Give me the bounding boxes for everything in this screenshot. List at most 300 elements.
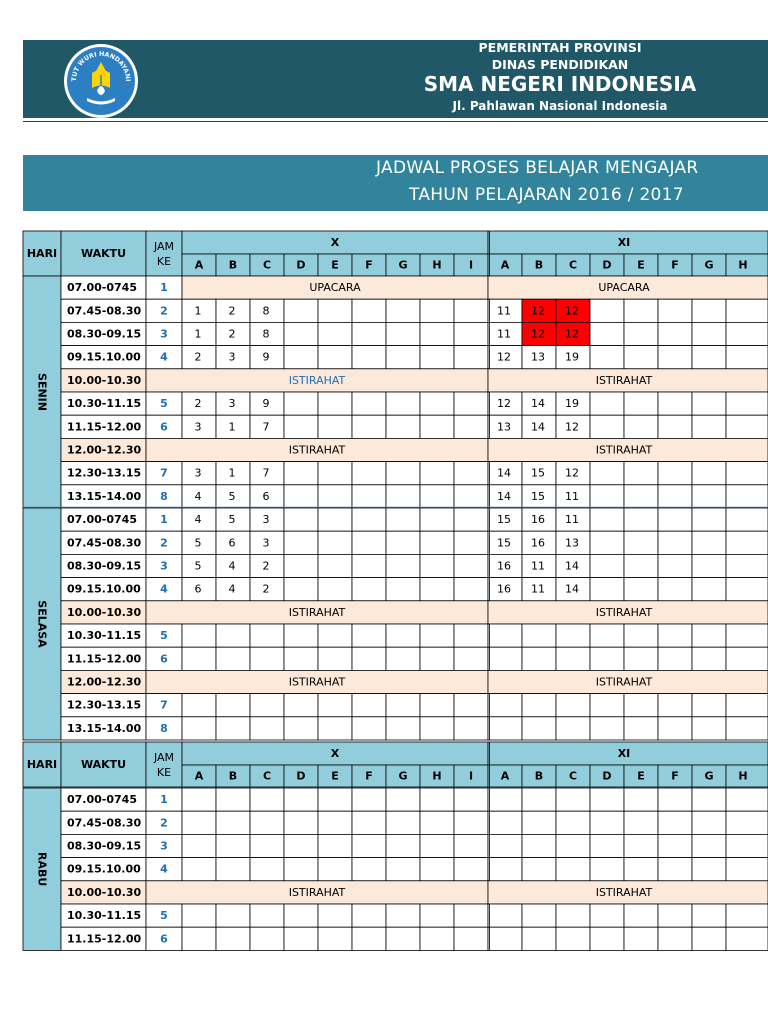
grade-xi-value: 12	[531, 327, 545, 341]
class-xi-label: F	[671, 258, 679, 272]
grade-xi-cell	[522, 811, 556, 834]
grade-x-cell	[420, 485, 454, 508]
grade-x-cell	[420, 531, 454, 554]
grade-x-cell	[386, 462, 420, 485]
grade-x-value: 4	[228, 582, 236, 596]
grade-x-cell	[420, 624, 454, 647]
grade-xi-cell	[590, 462, 624, 485]
grade-x-value: 1	[194, 304, 202, 318]
grade-x-cell	[284, 322, 318, 345]
grade-x-cell	[318, 299, 352, 322]
break-label-xi: ISTIRAHAT	[595, 885, 653, 899]
grade-xi-cell	[590, 834, 624, 857]
time-label: 08.30-09.15	[67, 327, 142, 341]
grade-x-cell	[386, 717, 420, 740]
grade-xi-cell	[488, 624, 522, 647]
grade-xi-cell	[658, 299, 692, 322]
grade-xi-cell	[488, 647, 522, 670]
grade-x-cell	[420, 346, 454, 369]
grade-xi-cell	[658, 927, 692, 950]
grade-xi-cell	[692, 858, 726, 881]
grade-xi-cell	[624, 299, 658, 322]
grade-xi-value: 15	[497, 536, 511, 550]
break-label-x: ISTIRAHAT	[288, 373, 346, 387]
grade-x-value: 3	[194, 466, 202, 480]
grade-x-value: 6	[228, 536, 236, 550]
grade-xi-value: 12	[565, 466, 579, 480]
grade-x-cell	[420, 647, 454, 670]
class-x-label: D	[296, 769, 306, 783]
grade-xi-cell	[692, 392, 726, 415]
grade-x-value: 1	[228, 466, 236, 480]
jam-label: 3	[160, 839, 168, 853]
grade-xi-cell	[624, 788, 658, 811]
time-label: 09.15.10.00	[67, 582, 141, 596]
grade-xi-cell	[556, 717, 590, 740]
grade-x-value: 3	[262, 536, 270, 550]
grade-x-cell	[454, 647, 488, 670]
grade-x-cell	[318, 834, 352, 857]
grade-x-cell	[352, 346, 386, 369]
grade-xi-cell	[624, 485, 658, 508]
grade-xi-value: 13	[531, 350, 545, 364]
grade-x-cell	[216, 834, 250, 857]
grade-xi-cell	[692, 485, 726, 508]
class-x-label: E	[331, 258, 339, 272]
grade-xi-cell	[658, 392, 692, 415]
grade-xi-cell	[522, 927, 556, 950]
jam-label: 4	[160, 350, 168, 364]
jam-label: 6	[160, 652, 168, 666]
grade-x-cell	[284, 904, 318, 927]
grade-x-cell	[454, 531, 488, 554]
grade-x-cell	[352, 299, 386, 322]
grade-x-cell	[250, 624, 284, 647]
grade-xi-value: 16	[497, 559, 511, 573]
grade-x-value: 3	[228, 397, 236, 411]
grade-xi-value: 12	[565, 327, 579, 341]
grade-xi-cell	[556, 904, 590, 927]
grade-xi-cell	[624, 346, 658, 369]
grade-x-cell	[284, 694, 318, 717]
grade-xi-value: 11	[531, 582, 545, 596]
grade-xi-cell	[590, 647, 624, 670]
time-label: 11.15-12.00	[67, 932, 142, 946]
grade-x-cell	[352, 508, 386, 531]
grade-x-cell	[182, 788, 216, 811]
class-x-label: F	[365, 769, 373, 783]
time-label: 08.30-09.15	[67, 559, 142, 573]
grade-x-cell	[454, 508, 488, 531]
grade-xi-cell	[624, 462, 658, 485]
grade-xi-cell	[726, 462, 768, 485]
grade-x-cell	[386, 578, 420, 601]
grade-xi-cell	[726, 904, 768, 927]
grade-x-cell	[250, 694, 284, 717]
ceremony-label-xi: UPACARA	[598, 281, 650, 295]
grade-x-cell	[386, 392, 420, 415]
grade-x-value: 3	[262, 513, 270, 527]
time-label: 07.45-08.30	[67, 536, 142, 550]
grade-xi-cell	[590, 346, 624, 369]
grade-x-cell	[284, 554, 318, 577]
grade-x-cell	[318, 788, 352, 811]
grade-xi-cell	[726, 647, 768, 670]
grade-x-value: 9	[262, 397, 270, 411]
grade-x-cell	[420, 462, 454, 485]
grade-x-cell	[420, 858, 454, 881]
grade-x-cell	[250, 788, 284, 811]
grade-xi-value: 15	[497, 513, 511, 527]
day-label: SELASA	[35, 600, 49, 648]
grade-xi-value: 11	[565, 513, 579, 527]
jam-label: 3	[160, 559, 168, 573]
grade-x-cell	[318, 531, 352, 554]
day-label: RABU	[35, 852, 49, 887]
grade-x-cell	[318, 624, 352, 647]
grade-xi-value: 16	[497, 582, 511, 596]
grade-x-cell	[250, 904, 284, 927]
grade-x-cell	[386, 811, 420, 834]
grade-xi-cell	[692, 834, 726, 857]
grade-x-cell	[318, 811, 352, 834]
grade-x-cell	[352, 531, 386, 554]
grade-xi-cell	[522, 834, 556, 857]
grade-x-value: 2	[228, 327, 236, 341]
grade-xi-cell	[556, 858, 590, 881]
break-label-x: ISTIRAHAT	[288, 443, 346, 457]
grade-x-cell	[318, 927, 352, 950]
grade-x-value: 2	[228, 304, 236, 318]
ke-header-label: KE	[156, 766, 172, 779]
grade-xi-cell	[692, 346, 726, 369]
grade-x-cell	[420, 554, 454, 577]
grade-x-cell	[420, 322, 454, 345]
grade-x-cell	[182, 904, 216, 927]
grade-xi-cell	[624, 578, 658, 601]
grade-x-value: 6	[262, 489, 270, 503]
grade-xi-cell	[590, 554, 624, 577]
grade-x-cell	[420, 788, 454, 811]
grade-xi-cell	[692, 578, 726, 601]
grade-x-cell	[352, 904, 386, 927]
grade-xi-value: 11	[531, 559, 545, 573]
grade-xi-cell	[692, 508, 726, 531]
grade-xi-cell	[522, 904, 556, 927]
grade-xi-cell	[658, 462, 692, 485]
time-label: 12.30-13.15	[67, 698, 142, 712]
time-label: 13.15-14.00	[67, 489, 142, 503]
grade-x-value: 4	[194, 489, 202, 503]
grade-x-cell	[318, 554, 352, 577]
grade-xi-cell	[658, 647, 692, 670]
grade-xi-cell	[488, 788, 522, 811]
jam-ke-header	[146, 742, 182, 787]
grade-x-value: 5	[228, 513, 236, 527]
grade-xi-cell	[590, 858, 624, 881]
grade-x-cell	[284, 578, 318, 601]
class-x-label: H	[432, 258, 442, 272]
grade-x-cell	[216, 811, 250, 834]
class-x-label: I	[468, 769, 474, 783]
grade-xi-cell	[726, 415, 768, 438]
grade-x-value: 2	[262, 559, 270, 573]
grade-xi-cell	[726, 346, 768, 369]
grade-xi-cell	[726, 508, 768, 531]
grade-xi-cell	[522, 624, 556, 647]
grade-xi-cell	[522, 717, 556, 740]
grade-x-cell	[454, 322, 488, 345]
grade-x-cell	[182, 927, 216, 950]
grade-xi-cell	[590, 415, 624, 438]
jam-label: 3	[160, 327, 168, 341]
jam-label: 4	[160, 582, 168, 596]
class-x-label: B	[228, 258, 238, 272]
grade-x-cell	[454, 858, 488, 881]
grade-x-label: X	[330, 236, 340, 249]
grade-x-cell	[352, 927, 386, 950]
grade-xi-value: 19	[565, 397, 579, 411]
grade-x-cell	[420, 578, 454, 601]
time-label: 11.15-12.00	[67, 652, 142, 666]
grade-xi-cell	[624, 554, 658, 577]
grade-xi-cell	[692, 415, 726, 438]
grade-x-cell	[386, 647, 420, 670]
grade-x-cell	[284, 647, 318, 670]
grade-x-cell	[420, 392, 454, 415]
break-label-x: ISTIRAHAT	[288, 605, 346, 619]
time-label: 10.00-10.30	[67, 885, 142, 899]
grade-xi-cell	[556, 694, 590, 717]
grade-xi-cell	[590, 694, 624, 717]
time-label: 12.30-13.15	[67, 466, 142, 480]
grade-x-value: 5	[228, 489, 236, 503]
grade-xi-cell	[624, 508, 658, 531]
grade-xi-cell	[658, 554, 692, 577]
grade-x-cell	[352, 392, 386, 415]
grade-xi-cell	[692, 299, 726, 322]
grade-x-cell	[216, 624, 250, 647]
grade-xi-cell	[488, 904, 522, 927]
grade-xi-cell	[624, 858, 658, 881]
jam-label: 2	[160, 536, 168, 550]
grade-x-value: 7	[262, 466, 270, 480]
class-xi-label: D	[602, 769, 612, 783]
grade-xi-cell	[624, 531, 658, 554]
grade-xi-cell	[692, 554, 726, 577]
class-x-label: A	[194, 258, 204, 272]
grade-xi-cell	[624, 904, 658, 927]
class-xi-label: F	[671, 769, 679, 783]
class-x-label: D	[296, 258, 306, 272]
grade-xi-cell	[624, 694, 658, 717]
grade-x-cell	[250, 927, 284, 950]
grade-x-cell	[386, 858, 420, 881]
grade-xi-cell	[726, 531, 768, 554]
time-label: 07.45-08.30	[67, 816, 142, 830]
grade-x-cell	[420, 834, 454, 857]
grade-xi-cell	[658, 578, 692, 601]
grade-x-value: 5	[194, 559, 202, 573]
grade-xi-cell	[726, 485, 768, 508]
jam-label: 6	[160, 932, 168, 946]
grade-xi-cell	[590, 531, 624, 554]
grade-xi-cell	[556, 927, 590, 950]
grade-x-cell	[454, 462, 488, 485]
grade-x-cell	[386, 299, 420, 322]
grade-x-cell	[386, 694, 420, 717]
grade-x-cell	[386, 346, 420, 369]
jam-label: 6	[160, 420, 168, 434]
grade-x-cell	[318, 647, 352, 670]
grade-x-cell	[454, 346, 488, 369]
grade-x-cell	[352, 485, 386, 508]
grade-xi-cell	[590, 927, 624, 950]
ke-header-label: KE	[156, 255, 172, 268]
grade-xi-cell	[658, 904, 692, 927]
grade-x-cell	[284, 788, 318, 811]
grade-x-cell	[420, 508, 454, 531]
class-x-label: G	[398, 769, 408, 783]
grade-x-cell	[250, 858, 284, 881]
class-x-label: H	[432, 769, 442, 783]
grade-xi-cell	[692, 322, 726, 345]
time-label: 10.30-11.15	[67, 397, 142, 411]
grade-xi-cell	[726, 694, 768, 717]
time-label: 09.15.10.00	[67, 862, 141, 876]
grade-xi-cell	[658, 485, 692, 508]
grade-x-cell	[250, 811, 284, 834]
class-xi-label: C	[568, 769, 578, 783]
grade-x-cell	[216, 927, 250, 950]
grade-xi-value: 14	[531, 397, 545, 411]
class-xi-label: D	[602, 258, 612, 272]
grade-xi-cell	[590, 485, 624, 508]
jam-label: 2	[160, 304, 168, 318]
header-line2: DINAS PENDIDIKAN	[491, 57, 629, 72]
grade-x-cell	[352, 578, 386, 601]
time-label: 10.00-10.30	[67, 373, 142, 387]
grade-x-cell	[386, 788, 420, 811]
grade-x-cell	[216, 694, 250, 717]
jam-label: 5	[160, 909, 168, 923]
grade-xi-value: 14	[531, 420, 545, 434]
time-label: 12.00-12.30	[67, 443, 142, 457]
break-label-xi: ISTIRAHAT	[595, 675, 653, 689]
grade-xi-cell	[488, 811, 522, 834]
grade-xi-value: 11	[497, 327, 511, 341]
class-xi-label: G	[704, 258, 714, 272]
grade-x-cell	[318, 578, 352, 601]
grade-x-cell	[352, 415, 386, 438]
grade-x-cell	[420, 299, 454, 322]
grade-x-cell	[318, 858, 352, 881]
grade-x-cell	[284, 462, 318, 485]
jam-label: 7	[160, 698, 168, 712]
class-xi-label: A	[500, 258, 510, 272]
grade-x-cell	[352, 462, 386, 485]
grade-x-value: 2	[194, 397, 202, 411]
grade-xi-value: 16	[531, 536, 545, 550]
day-label: SENIN	[35, 373, 49, 411]
grade-xi-value: 11	[565, 489, 579, 503]
grade-xi-cell	[692, 717, 726, 740]
grade-x-cell	[216, 717, 250, 740]
grade-xi-cell	[658, 694, 692, 717]
class-xi-label: C	[568, 258, 578, 272]
grade-xi-value: 12	[565, 420, 579, 434]
grade-x-cell	[284, 717, 318, 740]
grade-x-cell	[386, 927, 420, 950]
grade-xi-value: 14	[497, 466, 511, 480]
grade-xi-cell	[726, 624, 768, 647]
jam-label: 7	[160, 466, 168, 480]
grade-x-cell	[454, 624, 488, 647]
academic-year: TAHUN PELAJARAN 2016 / 2017	[409, 185, 684, 205]
jam-label: 5	[160, 629, 168, 643]
grade-xi-cell	[726, 811, 768, 834]
grade-x-cell	[454, 694, 488, 717]
ceremony-label-x: UPACARA	[309, 281, 361, 295]
break-label-x: ISTIRAHAT	[288, 885, 346, 899]
grade-x-cell	[216, 788, 250, 811]
grade-x-cell	[318, 485, 352, 508]
grade-xi-cell	[726, 858, 768, 881]
grade-xi-cell	[692, 927, 726, 950]
grade-x-cell	[284, 508, 318, 531]
grade-x-value: 8	[262, 304, 270, 318]
time-label: 07.45-08.30	[67, 304, 142, 318]
time-label: 10.00-10.30	[67, 605, 142, 619]
school-name: SMA NEGERI INDONESIA	[423, 72, 697, 96]
grade-x-value: 5	[194, 536, 202, 550]
grade-x-cell	[454, 415, 488, 438]
class-xi-label: E	[637, 258, 645, 272]
grade-xi-cell	[590, 811, 624, 834]
grade-xi-cell	[658, 788, 692, 811]
grade-x-cell	[386, 834, 420, 857]
school-address: Jl. Pahlawan Nasional Indonesia	[452, 99, 668, 113]
grade-x-cell	[318, 346, 352, 369]
grade-xi-cell	[726, 717, 768, 740]
grade-xi-cell	[488, 834, 522, 857]
class-xi-label: B	[534, 258, 544, 272]
hari-header-label: HARI	[26, 758, 58, 771]
grade-x-value: 7	[262, 420, 270, 434]
grade-x-cell	[318, 322, 352, 345]
grade-xi-cell	[658, 508, 692, 531]
class-xi-label: H	[738, 258, 748, 272]
grade-xi-cell	[692, 647, 726, 670]
grade-x-cell	[352, 554, 386, 577]
grade-xi-cell	[590, 578, 624, 601]
grade-x-cell	[454, 554, 488, 577]
grade-x-cell	[386, 624, 420, 647]
grade-x-cell	[182, 834, 216, 857]
grade-x-cell	[284, 415, 318, 438]
grade-xi-cell	[590, 904, 624, 927]
grade-x-cell	[284, 392, 318, 415]
grade-x-cell	[454, 392, 488, 415]
grade-xi-cell	[624, 322, 658, 345]
grade-xi-cell	[590, 624, 624, 647]
header-line1: PEMERINTAH PROVINSI	[478, 40, 642, 55]
grade-xi-cell	[522, 694, 556, 717]
grade-xi-value: 12	[565, 304, 579, 318]
jam-label: 4	[160, 862, 168, 876]
grade-x-cell	[352, 788, 386, 811]
grade-x-cell	[352, 858, 386, 881]
